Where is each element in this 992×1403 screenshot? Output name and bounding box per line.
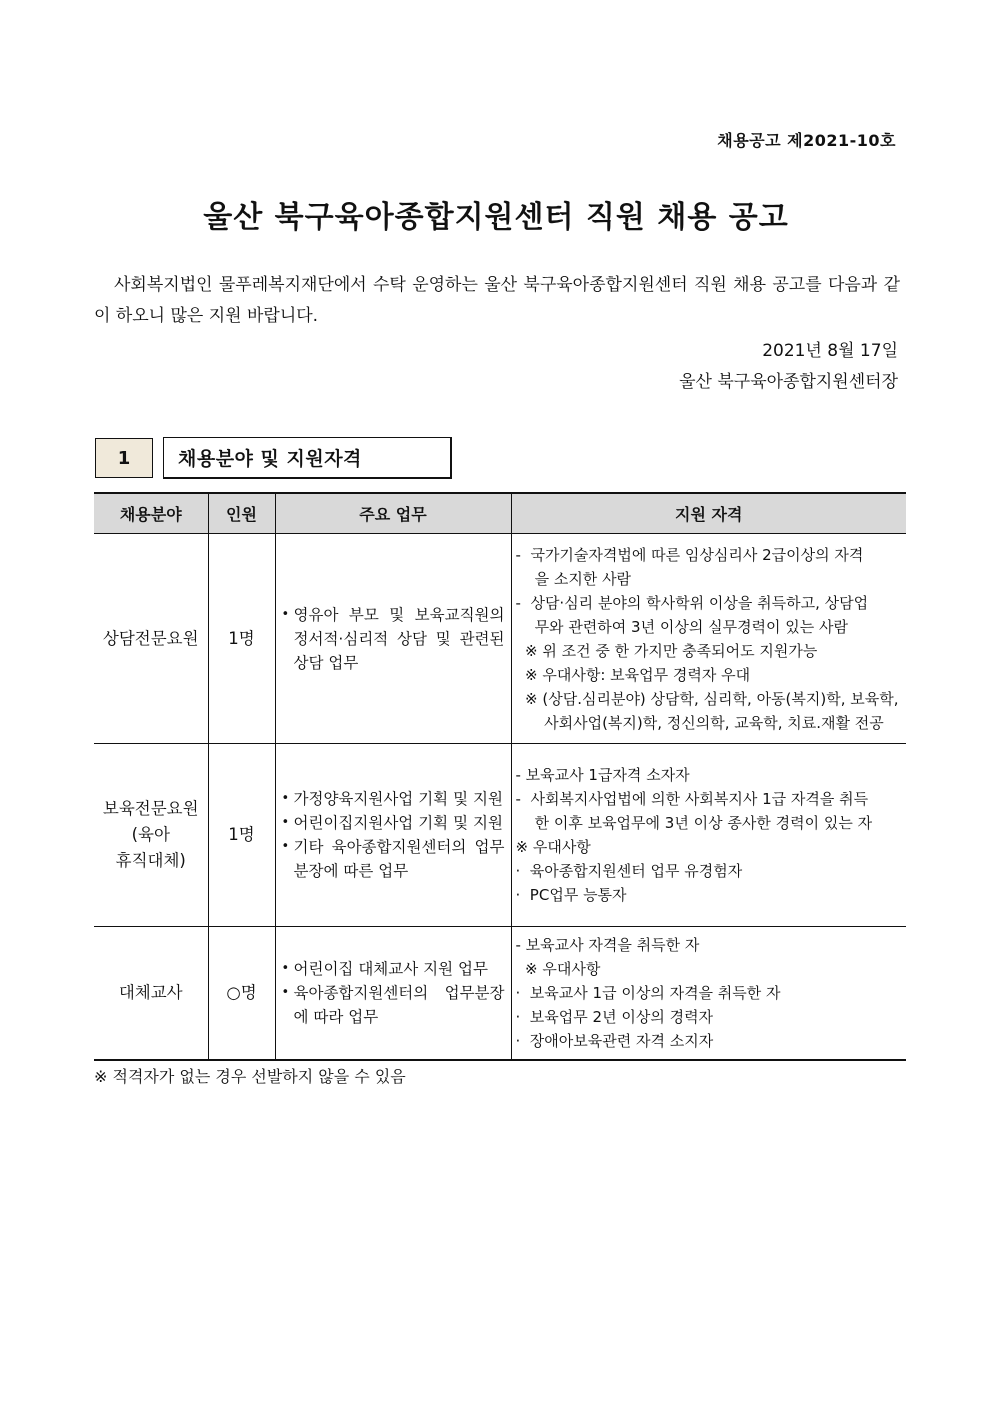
qualification-line: 한 이후 보육업무에 3년 이상 종사한 경력이 있는 자	[515, 814, 873, 832]
footnote: ※ 적격자가 없는 경우 선발하지 않을 수 있음	[94, 1067, 406, 1086]
issuer-name: 울산 북구육아종합지원센터장	[679, 372, 898, 392]
qualification-line: ※ 우대사항: 보육업무 경력자 우대	[515, 665, 751, 684]
qualifications-cell	[511, 927, 906, 1060]
header-field: 채용분야	[94, 493, 208, 534]
header-qualifications: 지원 자격	[511, 493, 906, 534]
field-line: 보육전문요원	[102, 799, 199, 818]
duty-item: • 가정양육지원사업 기획 및 지원	[280, 787, 505, 811]
field-line: (육아	[131, 825, 170, 844]
count-cell: 1명	[208, 744, 275, 927]
duty-item: • 육아종합지원센터의 업무분장에 따라 업무	[280, 981, 505, 1029]
field-cell	[94, 534, 208, 744]
section-title-box: 채용분야 및 지원자격	[163, 437, 452, 479]
qualification-line: ※ 우대사항	[515, 838, 591, 856]
table-header-row	[94, 493, 906, 534]
qualification-line: · PC업무 능통자	[515, 886, 627, 904]
field-cell	[94, 927, 208, 1060]
qualification-line: ※ 우대사항	[515, 959, 601, 978]
qualification-line: ※ (상담.심리분야) 상담학, 심리학, 아동(복지)학, 보육학,	[515, 689, 899, 708]
table-row	[94, 744, 906, 927]
qualification-line: · 장애아보육관련 자격 소지자	[515, 1031, 714, 1050]
table-row	[94, 534, 906, 744]
duties-cell	[275, 927, 511, 1060]
duty-item: • 영유아 부모 및 보육교직원의 정서적·심리적 상담 및 관련된 상담 업무	[280, 603, 505, 675]
field-line: 상담전문요원	[102, 628, 199, 648]
field-cell	[94, 744, 208, 927]
qualification-line: - 사회복지사업법에 의한 사회복지사 1급 자격을 취득	[515, 790, 869, 808]
qualification-line: · 육아종합지원센터 업무 유경험자	[515, 862, 743, 880]
duties-cell	[275, 534, 511, 744]
field-line: 대체교사	[118, 982, 183, 1002]
duty-item: • 어린이집 대체교사 지원 업무	[280, 957, 505, 981]
qualification-line: · 보육교사 1급 이상의 자격을 취득한 자	[515, 983, 781, 1002]
duty-item: • 기타 육아종합지원센터의 업무분장에 따른 업무	[280, 835, 505, 883]
qualification-line: 사회사업(복지)학, 정신의학, 교육학, 치료.재활 전공	[515, 713, 884, 732]
page-title: 울산 북구육아종합지원센터 직원 채용 공고	[203, 200, 789, 235]
count-cell: ○명	[208, 927, 275, 1060]
notice-number: 채용공고 제2021-10호	[717, 131, 896, 150]
duty-item: • 어린이집지원사업 기획 및 지원	[280, 811, 505, 835]
qualification-line: ※ 위 조건 중 한 가지만 충족되어도 지원가능	[515, 641, 818, 660]
duties-cell	[275, 744, 511, 927]
qualification-line: 을 소지한 사람	[515, 569, 632, 588]
qualifications-cell	[511, 744, 906, 927]
qualification-line: - 보육교사 자격을 취득한 자	[515, 935, 700, 954]
qualifications-cell	[511, 534, 906, 744]
qualification-line: - 보육교사 1급자격 소자자	[515, 766, 690, 784]
table-row	[94, 927, 906, 1060]
recruitment-table	[94, 492, 906, 1061]
qualification-line: - 상담·심리 분야의 학사학위 이상을 취득하고, 상담업	[515, 593, 869, 612]
header-duties: 주요 업무	[275, 493, 511, 534]
count-cell: 1명	[208, 534, 275, 744]
header-count: 인원	[208, 493, 275, 534]
qualification-line: 무와 관련하여 3년 이상의 실무경력이 있는 사람	[515, 617, 849, 636]
field-line: 휴직대체)	[115, 851, 186, 870]
notice-date: 2021년 8월 17일	[762, 341, 898, 361]
qualification-line: - 국가기술자격법에 따른 임상심리사 2급이상의 자격	[515, 545, 864, 564]
section-number-box: 1	[95, 438, 153, 478]
intro-paragraph: 사회복지법인 물푸레복지재단에서 수탁 운영하는 울산 북구육아종합지원센터 직원 채용 공고를 다음과 같이 하오니 많은 지원 바랍니다.	[94, 275, 900, 326]
qualification-line: · 보육업무 2년 이상의 경력자	[515, 1007, 714, 1026]
